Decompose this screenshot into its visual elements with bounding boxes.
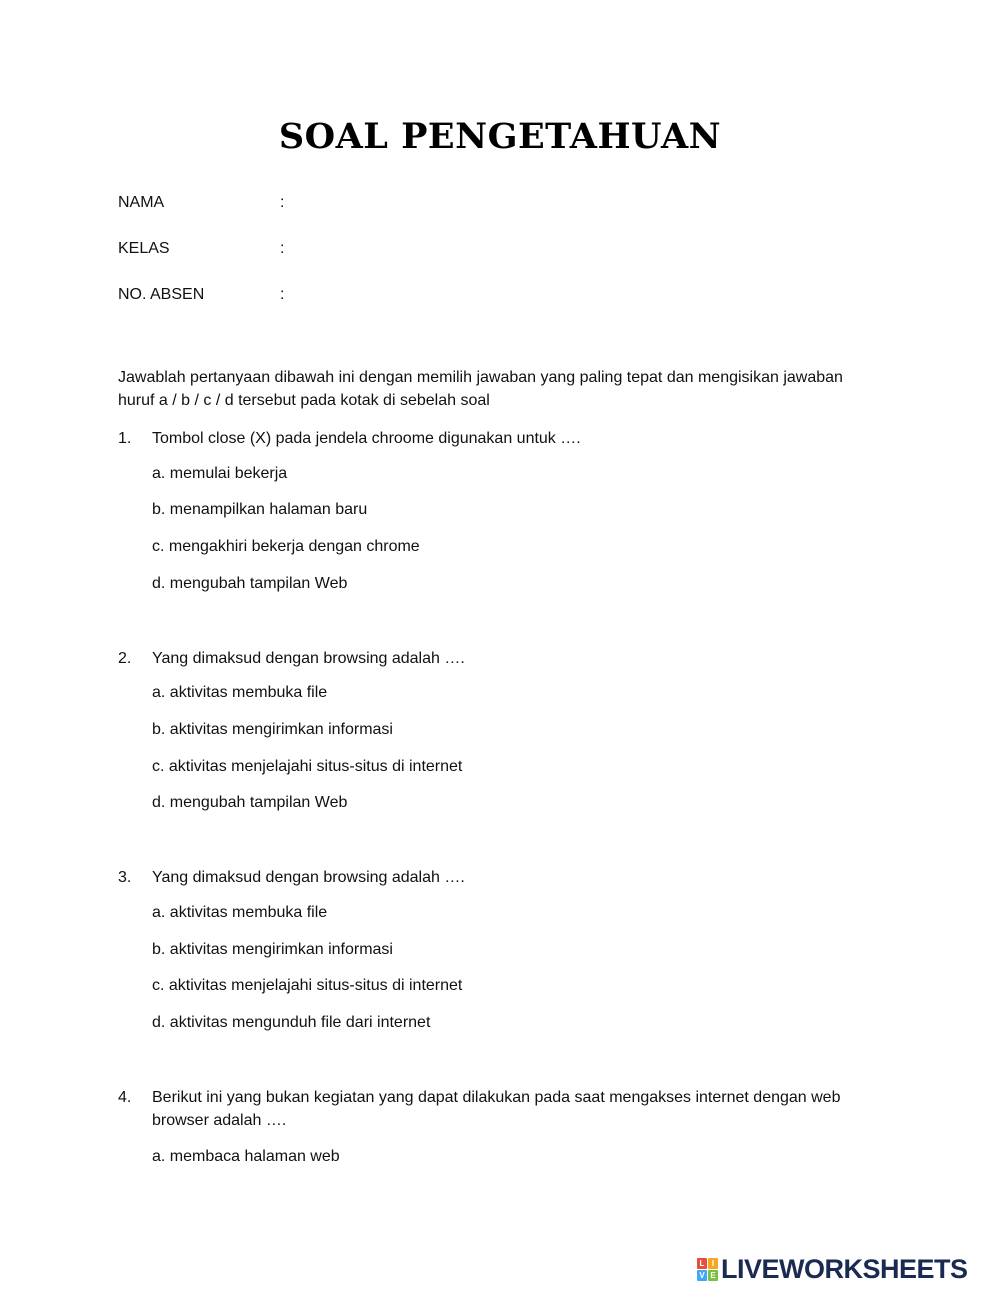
option-3c: c. aktivitas menjelajahi situs-situs di internet [152,977,463,994]
option-1c: c. mengakhiri bekerja dengan chrome [152,538,420,555]
option-3a: a. aktivitas membuka file [152,904,328,921]
class-colon: : [280,240,285,257]
option-2b: b. aktivitas mengirimkan informasi [152,721,393,738]
option-3d: d. aktivitas mengunduh file dari internet [152,1014,431,1031]
question-number: 1. [118,430,132,447]
option-1b: b. menampilkan halaman baru [152,501,368,518]
question-text: Yang dimaksud dengan browsing adalah …. [152,869,465,886]
question-text: Yang dimaksud dengan browsing adalah …. [152,650,465,667]
option-2d: d. mengubah tampilan Web [152,794,348,811]
logo-square: I [708,1258,718,1269]
question-number: 3. [118,869,132,886]
logo-text: LIVEWORKSHEETS [721,1254,968,1284]
name-label: NAMA [118,194,165,211]
logo-squares-icon [697,1258,719,1282]
name-colon: : [280,194,285,211]
question-text: Berikut ini yang bukan kegiatan yang dapat dilakukan pada saat mengakses internet dengan web browser adalah …. [152,1089,841,1129]
instructions: Jawablah pertanyaan dibawah ini dengan memilih jawaban yang paling tepat dan mengisikan jawaban huruf a / b / c / d tersebut pada kotak di sebelah soal [118,369,843,409]
option-3b: b. aktivitas mengirimkan informasi [152,941,393,958]
question-number: 2. [118,650,132,667]
option-1a: a. memulai bekerja [152,465,288,482]
absen-colon: : [280,286,285,303]
logo-square: V [697,1270,707,1281]
logo-square: L [697,1258,707,1269]
liveworksheets-logo[interactable] [697,1254,997,1286]
question-text: Tombol close (X) pada jendela chroome digunakan untuk …. [152,430,581,447]
page-title: SOAL PENGETAHUAN [278,116,722,157]
option-1d: d. mengubah tampilan Web [152,575,348,592]
question-number: 4. [118,1089,132,1106]
option-2a: a. aktivitas membuka file [152,684,328,701]
logo-square: E [708,1270,718,1281]
absen-label: NO. ABSEN [118,286,205,303]
option-2c: c. aktivitas menjelajahi situs-situs di internet [152,758,463,775]
option-4a: a. membaca halaman web [152,1148,340,1165]
class-label: KELAS [118,240,170,257]
